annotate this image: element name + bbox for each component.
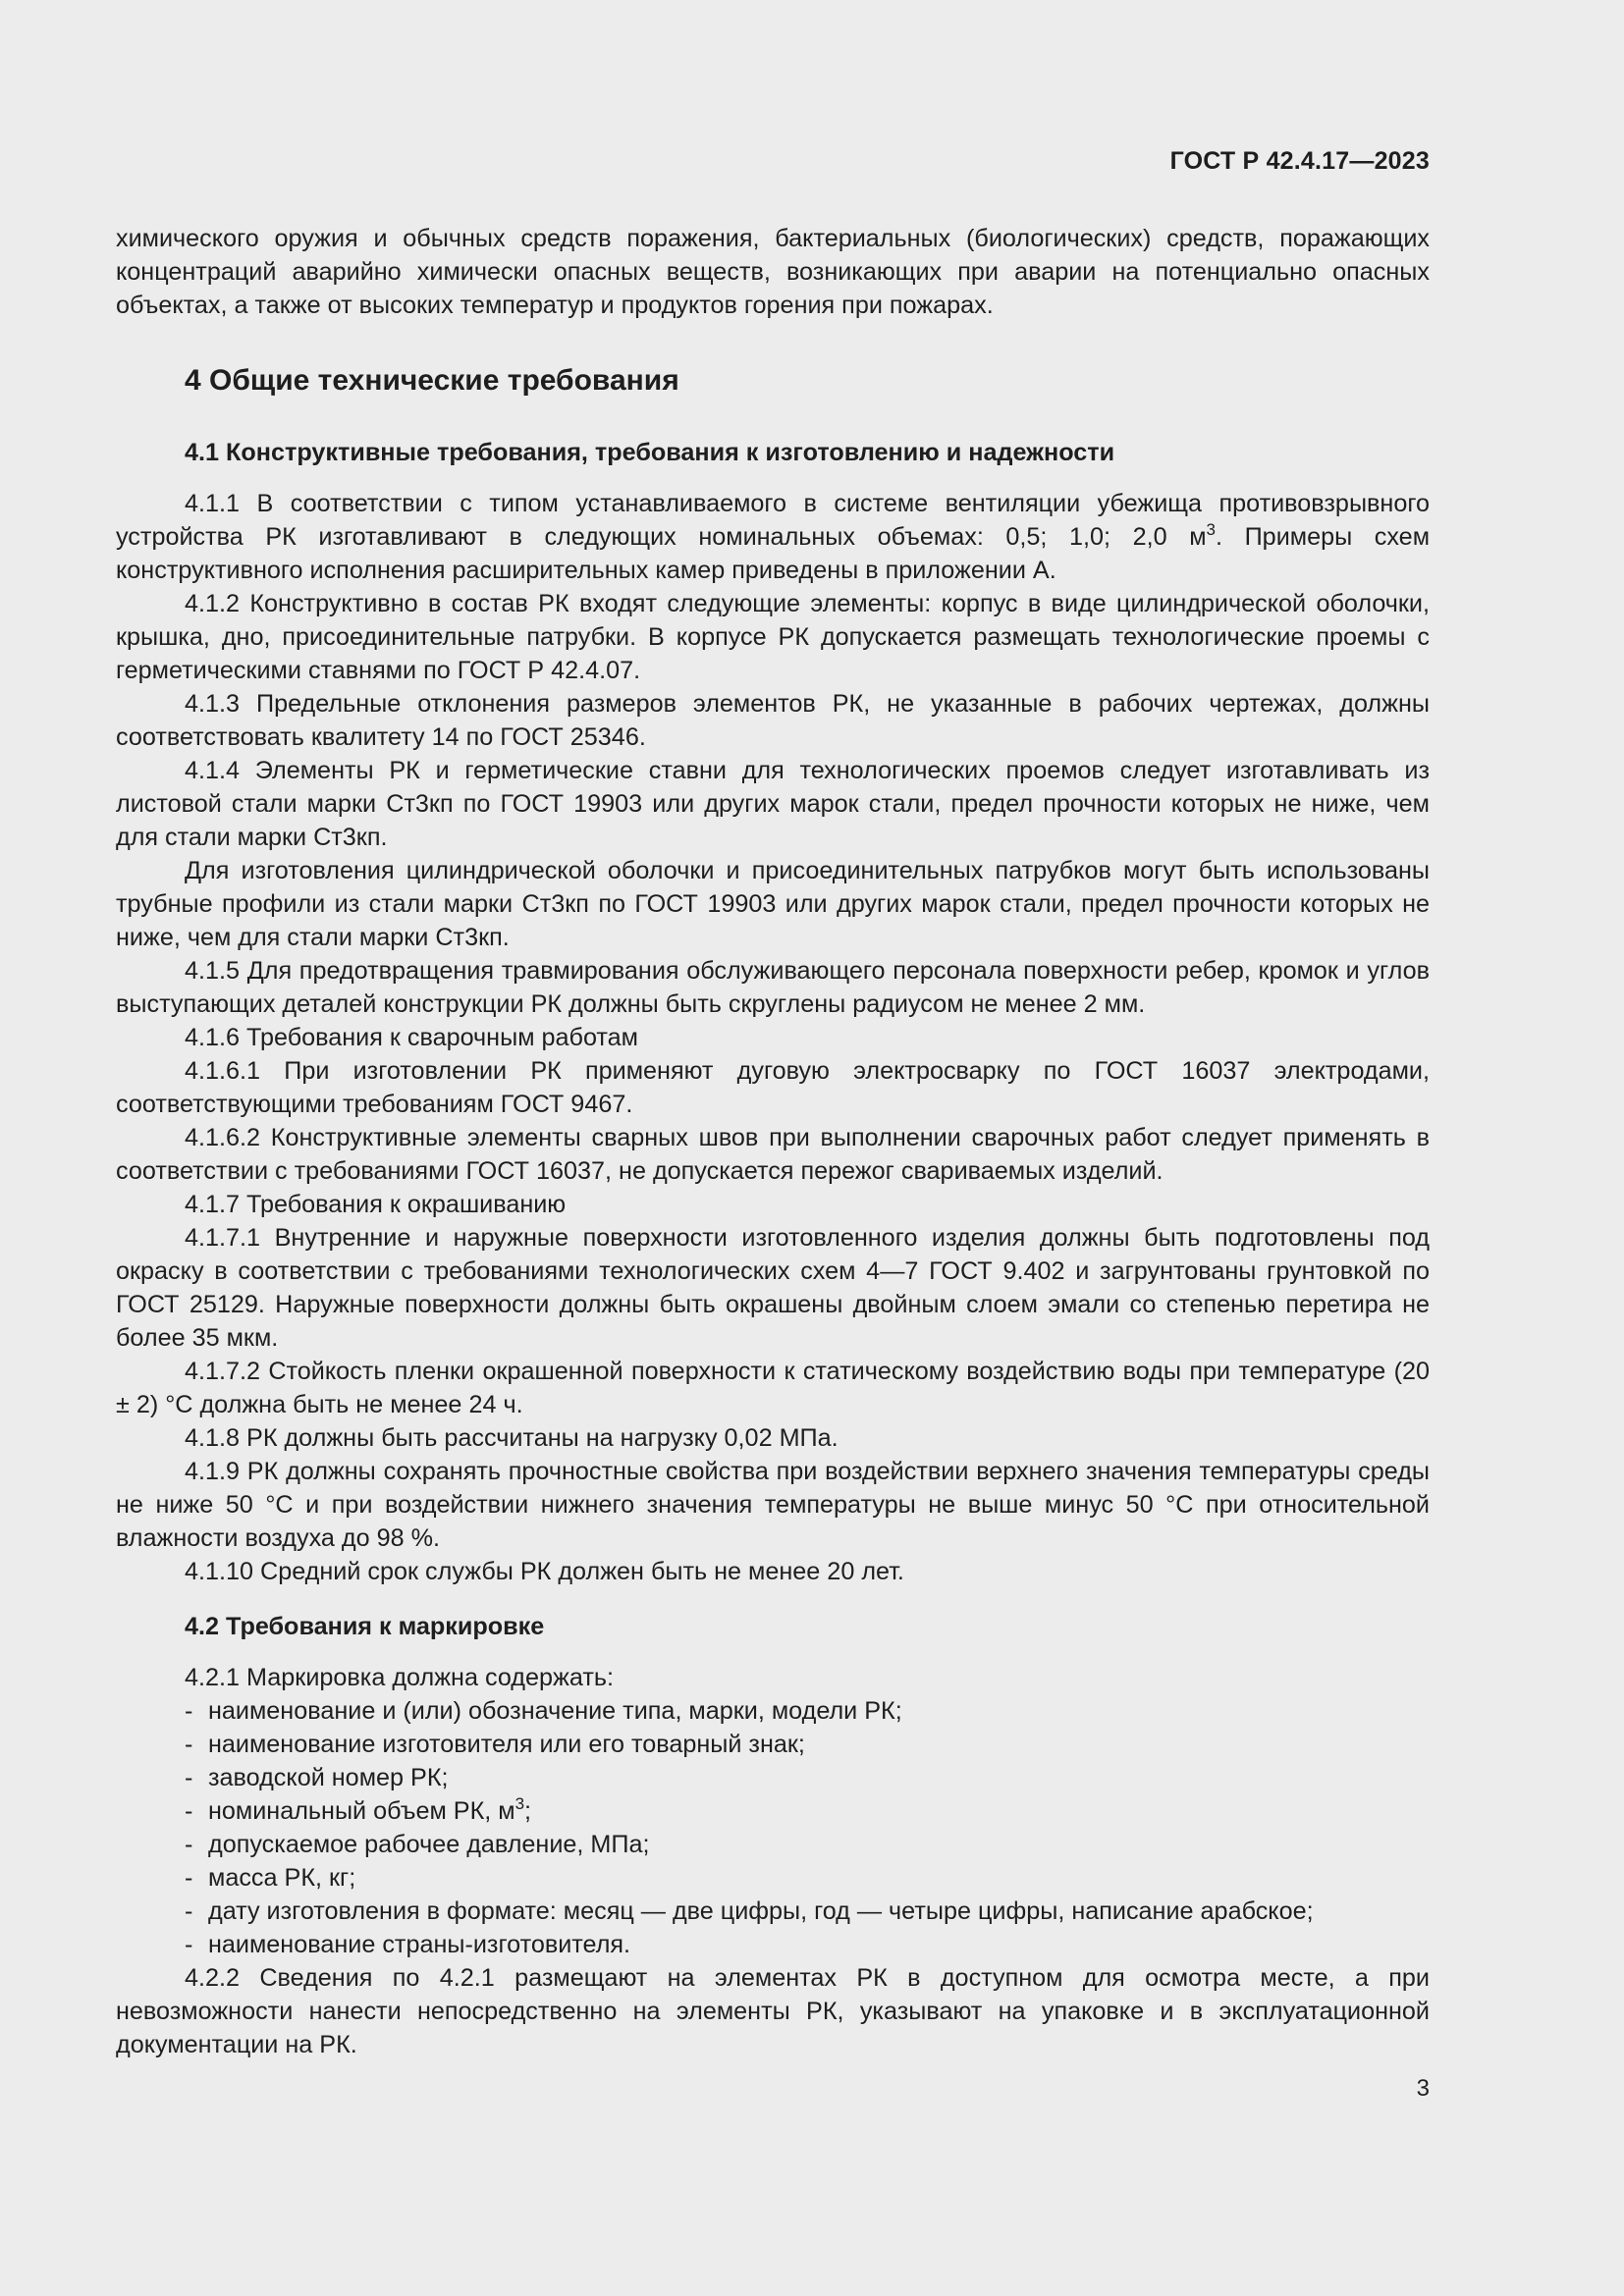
paragraph-4-2-2: 4.2.2 Сведения по 4.2.1 размещают на элементах РК в доступном для осмотра месте, а при невозможности нанести непосредственно на элементы РК, указывают на упаковке и в эксплуатационной документации на РК. xyxy=(116,1964,1430,2058)
list-item xyxy=(116,1928,1430,1961)
list-item-text-end: ; xyxy=(524,1797,532,1825)
list-dash: - xyxy=(185,1697,193,1725)
paragraph-4-1-1 xyxy=(116,487,1430,587)
paragraph-4-1-7-2: 4.1.7.2 Стойкость пленки окрашенной поверхности к статическому воздействию воды при температуре (20 ± 2) °С должна быть не менее 24 ч. xyxy=(116,1358,1430,1418)
paragraph-4-1-4-continued: Для изготовления цилиндрической оболочки и присоединительных патрубков могут быть использованы трубные профили из стали марки Ст3кп по ГОСТ 19903 или других марок стали, предел прочности которых не ниже, чем для стали марки Ст3кп. xyxy=(116,857,1430,951)
list-dash: - xyxy=(185,1864,193,1892)
list-item-text: номинальный объем РК, м xyxy=(208,1797,515,1825)
marking-list xyxy=(116,1694,1430,1961)
paragraph-4-1-6-1: 4.1.6.1 При изготовлении РК применяют дуговую электросварку по ГОСТ 16037 электродами, соответствующими требованиям ГОСТ 9467. xyxy=(116,1057,1430,1118)
paragraph-4-1-9: 4.1.9 РК должны сохранять прочностные свойства при воздействии верхнего значения температуры среды не ниже 50 °С и при воздействии нижнего значения температуры не выше минус 50 °С при относительной влажности воздуха до 98 %. xyxy=(116,1458,1430,1552)
list-item xyxy=(116,1861,1430,1895)
paragraph-4-1-2: 4.1.2 Конструктивно в состав РК входят следующие элементы: корпус в виде цилиндрической оболочки, крышка, дно, присоединительные патрубки. В корпусе РК допускается размещать технологические проемы с герметическими ставнями по ГОСТ Р 42.4.07. xyxy=(116,590,1430,684)
list-item xyxy=(116,1761,1430,1794)
list-item-text: заводской номер РК; xyxy=(208,1764,449,1791)
paragraph-4-1-8: 4.1.8 РК должны быть рассчитаны на нагрузку 0,02 МПа. xyxy=(185,1424,839,1452)
list-item-text: дату изготовления в формате: месяц — две цифры, год — четыре цифры, написание арабское; xyxy=(208,1897,1314,1925)
list-item xyxy=(116,1828,1430,1861)
list-item xyxy=(116,1728,1430,1761)
list-item-text: допускаемое рабочее давление, МПа; xyxy=(208,1831,650,1858)
paragraph-4-1-6-2: 4.1.6.2 Конструктивные элементы сварных швов при выполнении сварочных работ следует применять в соответствии с требованиями ГОСТ 16037, не допускается пережог свариваемых изделий. xyxy=(116,1124,1430,1185)
list-item-text: наименование изготовителя или его товарный знак; xyxy=(208,1731,805,1758)
section-4-2-title: 4.2 Требования к маркировке xyxy=(185,1613,545,1640)
list-dash: - xyxy=(185,1797,193,1825)
paragraph-4-1-7-1: 4.1.7.1 Внутренние и наружные поверхности изготовленного изделия должны быть подготовлены под окраску в соответствии с требованиями технологических схем 4—7 ГОСТ 9.402 и загрунтованы грунтовкой по ГОСТ 25129. Наружные поверхности должны быть окрашены двойным слоем эмали со степенью перетира не более 35 мкм. xyxy=(116,1224,1430,1352)
paragraph-4-1-4: 4.1.4 Элементы РК и герметические ставни для технологических проемов следует изготавливать из листовой стали марки Ст3кп по ГОСТ 19903 или других марок стали, предел прочности которых не ниже, чем для стали марки Ст3кп. xyxy=(116,757,1430,851)
superscript-cubic: 3 xyxy=(1206,520,1216,539)
paragraph-4-1-10: 4.1.10 Средний срок службы РК должен быть не менее 20 лет. xyxy=(185,1558,904,1585)
list-dash: - xyxy=(185,1897,193,1925)
section-4-title: 4 Общие технические требования xyxy=(185,364,679,397)
section-4-1-title: 4.1 Конструктивные требования, требования к изготовлению и надежности xyxy=(185,439,1115,466)
list-dash: - xyxy=(185,1764,193,1791)
list-dash: - xyxy=(185,1731,193,1758)
list-item-text: наименование и (или) обозначение типа, марки, модели РК; xyxy=(208,1697,902,1725)
page-body xyxy=(116,222,1430,2061)
paragraph-4-1-5: 4.1.5 Для предотвращения травмирования обслуживающего персонала поверхности ребер, кромок и углов выступающих деталей конструкции РК должны быть скруглены радиусом не менее 2 мм. xyxy=(116,957,1430,1018)
document-code-header: ГОСТ Р 42.4.17—2023 xyxy=(1169,147,1430,175)
list-dash: - xyxy=(185,1831,193,1858)
paragraph-4-1-7: 4.1.7 Требования к окрашиванию xyxy=(185,1191,567,1218)
page-number: 3 xyxy=(1416,2075,1430,2102)
superscript-cubic: 3 xyxy=(514,1794,525,1813)
paragraph-4-1-3: 4.1.3 Предельные отклонения размеров элементов РК, не указанные в рабочих чертежах, должны соответствовать квалитету 14 по ГОСТ 25346. xyxy=(116,690,1430,751)
list-dash: - xyxy=(185,1931,193,1958)
paragraph-4-1-1-text-b: . Примеры схем конструктивного исполнения расширительных камер приведены в приложении А. xyxy=(116,523,1431,584)
list-item-text: масса РК, кг; xyxy=(208,1864,356,1892)
paragraph-4-2-1: 4.2.1 Маркировка должна содержать: xyxy=(185,1664,614,1691)
list-item xyxy=(116,1794,1430,1828)
paragraph-4-1-1-text-a: 4.1.1 В соответствии с типом устанавливаемого в системе вентиляции убежища противовзрывного устройства РК изготавливают в следующих номинальных объемах: 0,5; 1,0; 2,0 м xyxy=(116,490,1430,551)
list-item xyxy=(116,1895,1430,1928)
list-item xyxy=(116,1694,1430,1728)
intro-paragraph: химического оружия и обычных средств поражения, бактериальных (биологических) средств, поражающих концентраций аварийно химически опасных веществ, возникающих при аварии на потенциально опасных объектах, а также от высоких температур и продуктов горения при пожарах. xyxy=(116,225,1430,319)
list-item-text: наименование страны-изготовителя. xyxy=(208,1931,631,1958)
paragraph-4-1-6: 4.1.6 Требования к сварочным работам xyxy=(185,1024,638,1051)
